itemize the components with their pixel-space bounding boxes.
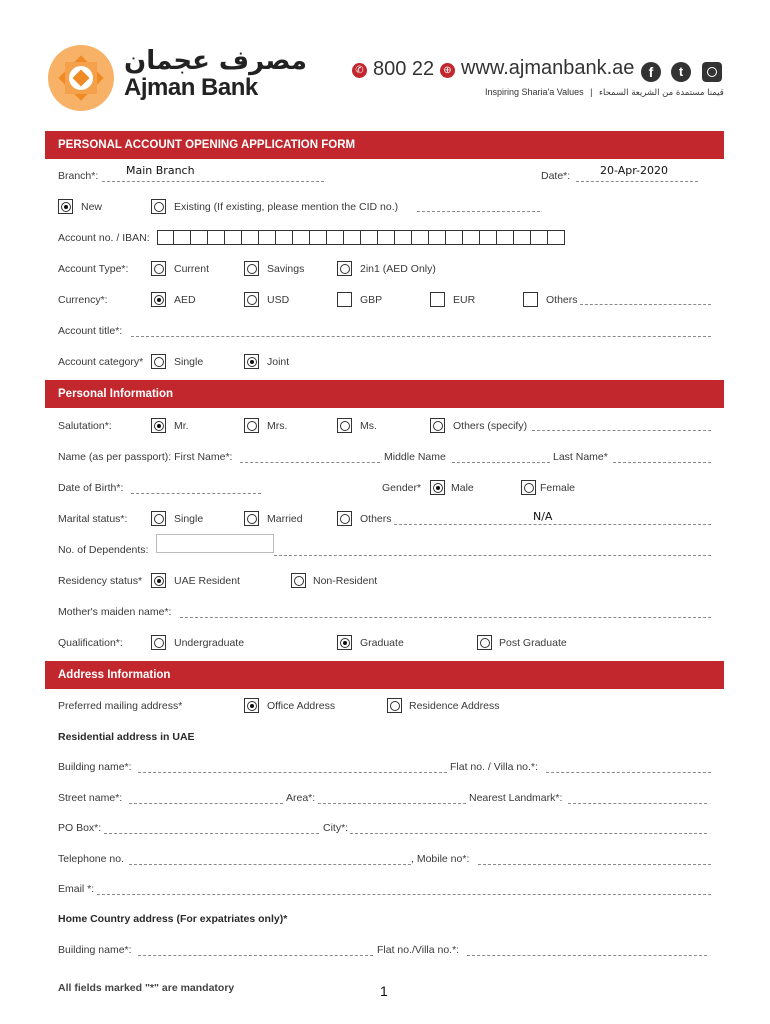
account-type-2in1-label: 2in1 (AED Only) bbox=[360, 263, 436, 275]
page-number: 1 bbox=[380, 983, 388, 999]
currency-aed-radio[interactable] bbox=[151, 292, 166, 307]
account-title-label: Account title*: bbox=[58, 325, 123, 337]
branch-value[interactable]: Main Branch bbox=[126, 164, 195, 177]
qualification-postgraduate-label: Post Graduate bbox=[499, 637, 567, 649]
dob-field[interactable] bbox=[131, 493, 261, 494]
flat-no-field[interactable] bbox=[546, 772, 711, 773]
tagline-separator: | bbox=[590, 87, 593, 97]
branch-label: Branch*: bbox=[58, 170, 99, 182]
residency-non-resident-radio[interactable] bbox=[291, 573, 306, 588]
po-box-label: PO Box*: bbox=[58, 822, 102, 834]
gender-female-radio[interactable] bbox=[521, 480, 536, 495]
gender-male-label: Male bbox=[451, 482, 474, 494]
home-building-name-label: Building name*: bbox=[58, 944, 132, 956]
category-single-label: Single bbox=[174, 356, 204, 368]
home-country-heading: Home Country address (For expatriates only)* bbox=[58, 913, 288, 925]
salutation-others-field[interactable] bbox=[532, 430, 711, 431]
salutation-mr-radio[interactable] bbox=[151, 418, 166, 433]
mandatory-note: All fields marked "*" are mandatory bbox=[58, 982, 235, 994]
marital-single-label: Single bbox=[174, 513, 204, 525]
currency-usd-radio[interactable] bbox=[244, 292, 259, 307]
address-info-bar bbox=[45, 661, 724, 689]
facebook-icon[interactable]: f bbox=[641, 62, 661, 82]
residency-non-resident-label: Non-Resident bbox=[313, 575, 378, 587]
phone-icon: ✆ bbox=[352, 63, 367, 78]
gender-male-radio[interactable] bbox=[430, 480, 445, 495]
address-info-title: Address Information bbox=[58, 669, 171, 681]
currency-usd-label: USD bbox=[267, 294, 290, 306]
marital-single-radio[interactable] bbox=[151, 511, 166, 526]
dependents-input[interactable] bbox=[156, 534, 274, 553]
currency-gbp-label: GBP bbox=[360, 294, 383, 306]
new-account-radio[interactable] bbox=[58, 199, 73, 214]
salutation-label: Salutation*: bbox=[58, 420, 112, 432]
telephone-field[interactable] bbox=[129, 864, 411, 865]
residency-uae-label: UAE Resident bbox=[174, 575, 240, 587]
salutation-others-label: Others (specify) bbox=[453, 420, 528, 432]
currency-eur-checkbox[interactable] bbox=[430, 292, 445, 307]
street-name-label: Street name*: bbox=[58, 792, 123, 804]
marital-status-label: Marital status*: bbox=[58, 513, 128, 525]
currency-label: Currency*: bbox=[58, 294, 108, 306]
currency-eur-label: EUR bbox=[453, 294, 476, 306]
date-value[interactable]: 20-Apr-2020 bbox=[600, 164, 669, 177]
telephone-label: Telephone no. bbox=[58, 853, 124, 865]
salutation-mrs-label: Mrs. bbox=[267, 420, 288, 432]
mailing-residence-radio[interactable] bbox=[387, 698, 402, 713]
qualification-label: Qualification*: bbox=[58, 637, 123, 649]
salutation-others-radio[interactable] bbox=[430, 418, 445, 433]
residential-address-heading: Residential address in UAE bbox=[58, 731, 195, 743]
account-no-label: Account no. / IBAN: bbox=[58, 232, 150, 244]
building-name-field[interactable] bbox=[138, 772, 447, 773]
tagline-arabic: قيمنا مستمدة من الشريعة السمحاء bbox=[598, 88, 724, 98]
phone-number[interactable]: 800 22 bbox=[373, 58, 435, 80]
mailing-address-label: Preferred mailing address* bbox=[58, 700, 183, 712]
form-title-bar bbox=[45, 131, 724, 159]
account-type-savings-label: Savings bbox=[267, 263, 305, 275]
area-field[interactable] bbox=[318, 803, 466, 804]
landmark-label: Nearest Landmark*: bbox=[469, 792, 563, 804]
qualification-undergraduate-label: Undergraduate bbox=[174, 637, 245, 649]
bank-name-arabic: مصرف عجمان bbox=[124, 46, 308, 76]
salutation-ms-radio[interactable] bbox=[337, 418, 352, 433]
currency-others-field[interactable] bbox=[580, 304, 711, 305]
globe-icon: ⊕ bbox=[440, 63, 455, 78]
currency-others-label: Others bbox=[546, 294, 578, 306]
account-type-current-label: Current bbox=[174, 263, 210, 275]
qualification-postgraduate-radio[interactable] bbox=[477, 635, 492, 650]
iban-boxes[interactable] bbox=[157, 230, 565, 245]
account-title-field[interactable] bbox=[131, 336, 711, 337]
qualification-undergraduate-radio[interactable] bbox=[151, 635, 166, 650]
currency-aed-label: AED bbox=[174, 294, 196, 306]
bank-logo-icon bbox=[45, 42, 117, 114]
qualification-graduate-label: Graduate bbox=[360, 637, 404, 649]
currency-gbp-checkbox[interactable] bbox=[337, 292, 352, 307]
mobile-label: , Mobile no*: bbox=[411, 853, 470, 865]
first-name-label: Name (as per passport): First Name*: bbox=[58, 451, 233, 463]
marital-others-label: Others bbox=[360, 513, 392, 525]
dependents-label: No. of Dependents: bbox=[58, 544, 149, 556]
marital-married-label: Married bbox=[267, 513, 303, 525]
building-name-label: Building name*: bbox=[58, 761, 132, 773]
bank-name-english: Ajman Bank bbox=[124, 74, 258, 101]
city-label: City*: bbox=[323, 822, 349, 834]
landmark-field[interactable] bbox=[568, 803, 707, 804]
date-field[interactable] bbox=[576, 181, 698, 182]
salutation-mr-label: Mr. bbox=[174, 420, 189, 432]
account-type-savings-radio[interactable] bbox=[244, 261, 259, 276]
residency-uae-radio[interactable] bbox=[151, 573, 166, 588]
personal-info-bar bbox=[45, 380, 724, 408]
last-name-field[interactable] bbox=[613, 462, 711, 463]
street-name-field[interactable] bbox=[129, 803, 283, 804]
new-account-label: New bbox=[81, 201, 103, 213]
bank-logo bbox=[45, 42, 117, 114]
home-flat-no-field[interactable] bbox=[467, 955, 707, 956]
marital-others-radio[interactable] bbox=[337, 511, 352, 526]
date-label: Date*: bbox=[541, 170, 571, 182]
first-name-field[interactable] bbox=[240, 462, 380, 463]
middle-name-field[interactable] bbox=[452, 462, 550, 463]
dependents-line bbox=[274, 555, 711, 556]
mother-name-field[interactable] bbox=[180, 617, 711, 618]
existing-account-label: Existing (If existing, please mention the CID no.) bbox=[174, 201, 399, 213]
last-name-label: Last Name* bbox=[553, 451, 608, 463]
account-type-current-radio[interactable] bbox=[151, 261, 166, 276]
tagline-english: Inspiring Sharia'a Values bbox=[485, 87, 584, 97]
city-field[interactable] bbox=[350, 833, 707, 834]
currency-others-checkbox[interactable] bbox=[523, 292, 538, 307]
qualification-graduate-radio[interactable] bbox=[337, 635, 352, 650]
flat-no-label: Flat no. / Villa no.*: bbox=[450, 761, 538, 773]
mailing-office-label: Office Address bbox=[267, 700, 336, 712]
middle-name-label: Middle Name bbox=[384, 451, 446, 463]
website-link[interactable]: www.ajmanbank.ae bbox=[461, 57, 635, 79]
marital-married-radio[interactable] bbox=[244, 511, 259, 526]
mailing-office-radio[interactable] bbox=[244, 698, 259, 713]
mother-name-label: Mother's maiden name*: bbox=[58, 606, 172, 618]
account-type-label: Account Type*: bbox=[58, 263, 129, 275]
gender-female-label: Female bbox=[540, 482, 576, 494]
form-title: PERSONAL ACCOUNT OPENING APPLICATION FORM bbox=[58, 139, 356, 151]
area-label: Area*: bbox=[286, 792, 316, 804]
home-building-name-field[interactable] bbox=[138, 955, 373, 956]
mailing-residence-label: Residence Address bbox=[409, 700, 500, 712]
branch-field[interactable] bbox=[102, 181, 324, 182]
marital-others-field[interactable] bbox=[394, 524, 711, 525]
gender-label: Gender* bbox=[382, 482, 422, 494]
residency-label: Residency status* bbox=[58, 575, 143, 587]
category-single-radio[interactable] bbox=[151, 354, 166, 369]
account-type-2in1-radio[interactable] bbox=[337, 261, 352, 276]
category-joint-radio[interactable] bbox=[244, 354, 259, 369]
salutation-ms-label: Ms. bbox=[360, 420, 377, 432]
salutation-mrs-radio[interactable] bbox=[244, 418, 259, 433]
existing-account-radio[interactable] bbox=[151, 199, 166, 214]
personal-info-title: Personal Information bbox=[58, 388, 174, 400]
category-joint-label: Joint bbox=[267, 356, 290, 368]
instagram-icon[interactable] bbox=[702, 62, 722, 82]
marital-others-value[interactable]: N/A bbox=[533, 510, 553, 523]
po-box-field[interactable] bbox=[104, 833, 319, 834]
dob-label: Date of Birth*: bbox=[58, 482, 124, 494]
mobile-field[interactable] bbox=[478, 864, 711, 865]
cid-field[interactable] bbox=[417, 211, 540, 212]
twitter-icon[interactable]: t bbox=[671, 62, 691, 82]
account-category-label: Account category* bbox=[58, 356, 144, 368]
email-label: Email *: bbox=[58, 883, 95, 895]
home-flat-no-label: Flat no./Villa no.*: bbox=[377, 944, 460, 956]
email-field[interactable] bbox=[97, 894, 711, 895]
